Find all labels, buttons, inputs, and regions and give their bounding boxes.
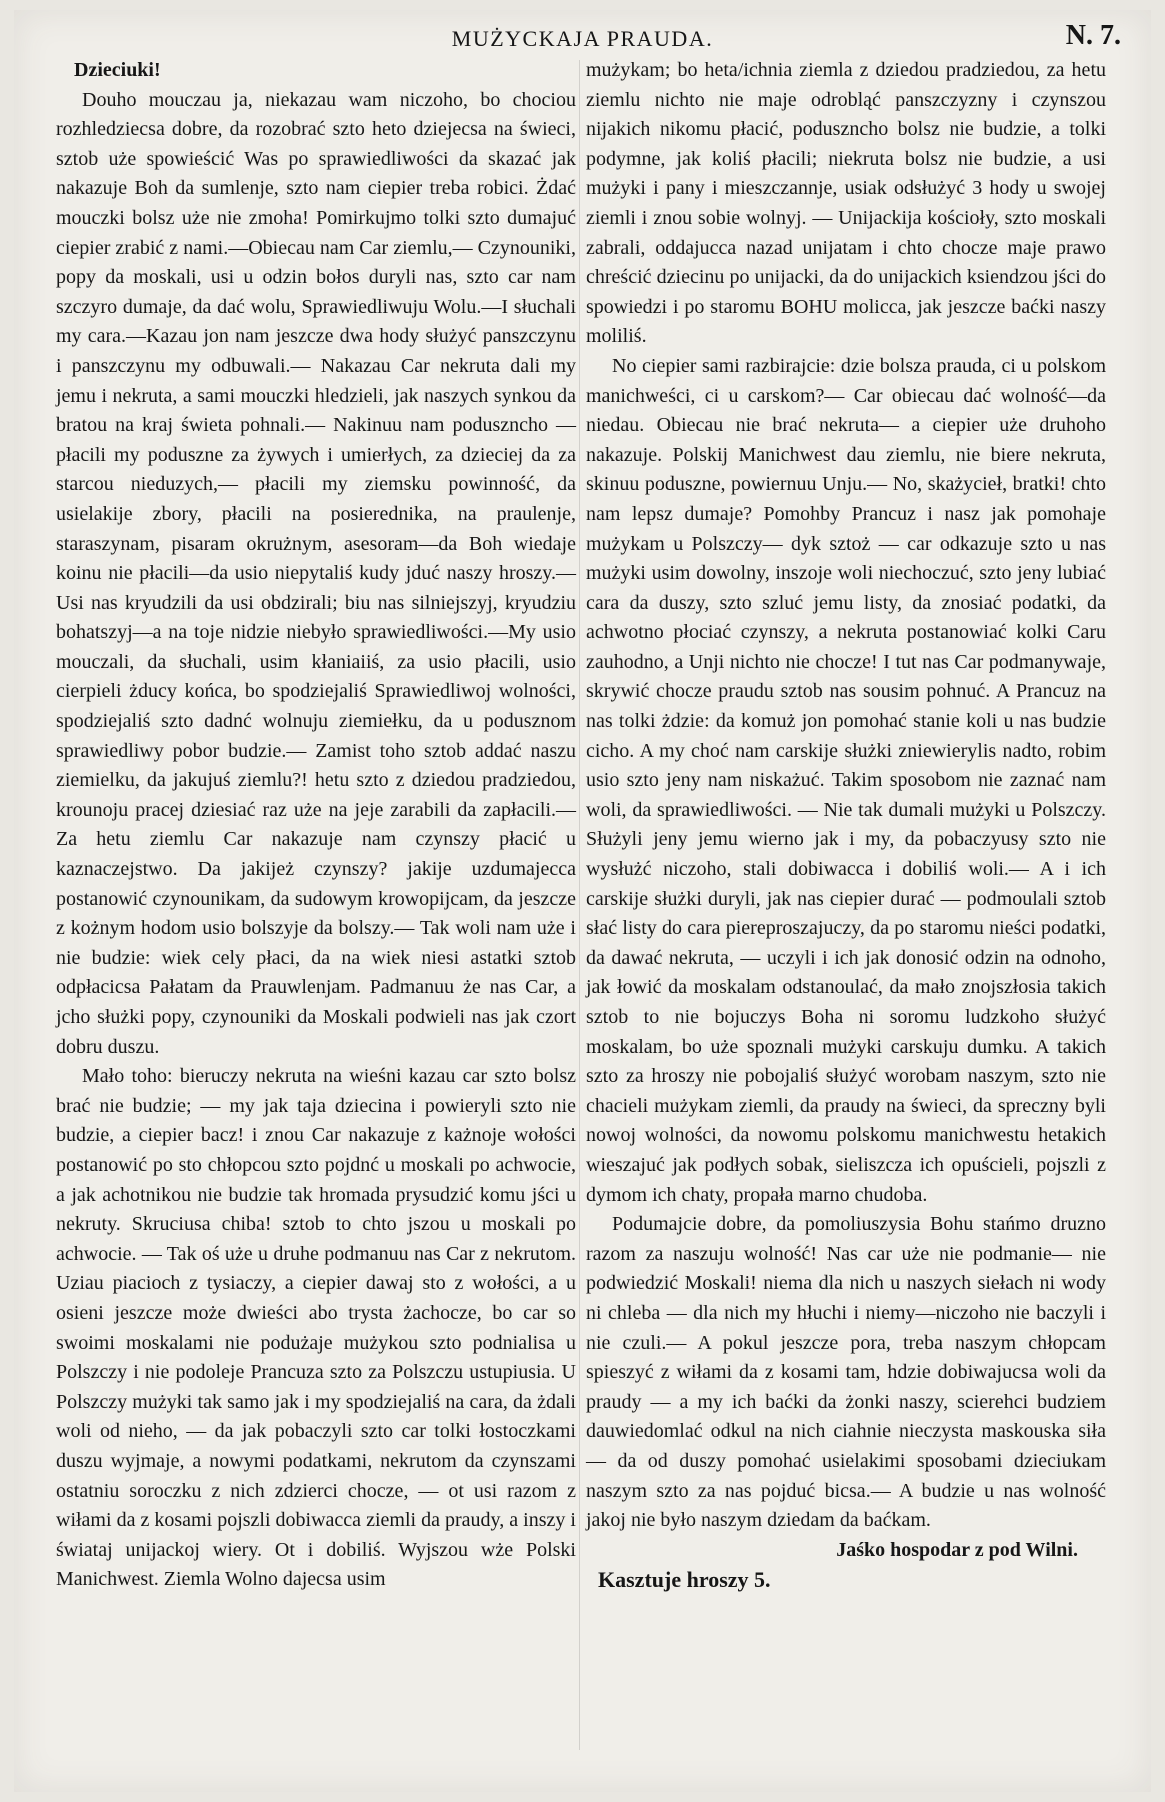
page-header: [14, 16, 1151, 56]
left-paragraph-2: Mało toho: bieruczy nekruta na wieśni kazau car szto bolsz brać nie budzie; — my jak taja dziecina i powieryli szto nie budzie, a ciepier bacz! i znou Car nakazuje z każnoje wołości postanowić po sto chłopcou szto pojdnć u moskali po achwocie, a jak achotnikou nie budzie tak hromada prysudzić komu jści u nekruty. Skruciusa chiba! sztob to chto jszou u moskali po achwocie. — Tak oś uże u druhe podmanuu nas Car z nekrutom. Uziau piacioch z tysiaczy, a ciepier dawaj sto z wołości, a u osieni jeszcze może dwieści abo trysta żachocze, bo car so swoimi moskalami nie podużaje mużykou szto podnialisa u Polszczy i nie podoleje Pranсuza szto za Polszczu ustupiusia. U Polszczy mużyki tak samo jak i my spodziejaliś na cara, da żdali woli od nieho, — da jak pobaczyli szto car tolki łostoczkami duszu wyjmaje, a nowymi podatkami, nekrutom da czynszami ostatniu soroczku z nich zdzierci chocze, — ot usi razom z wiłami da z kosami pojszli dobiwacca ziemli da praudy, a inszy i świataj unijackoj wiery. Ot i dobiliś. Wyjszou wże Polski Manichwest. Ziemla Wolno dajecsa usim: [56, 1065, 576, 1591]
newspaper-sheet: [14, 10, 1151, 1792]
right-paragraph-1: mużykam; bo heta/ichnia ziemla z dziedou pradziedou, za hetu ziemlu nichto nie maje odrobląć panszczyzny i czynszou nijakich nikomu płacić, poduszncho bolsz nie budzie, a tolki podymne, jak koliś płacili; niekruta bolsz nie budzie, a usi mużyki i pany i mieszczannje, usiak odsłużyć 3 hody u swojej ziemli i znou sobie wolnyj. — Unijackija kościoły, szto moskali zabrali, oddajucca nazad unijatam i chto chocze maje prawo chreścić dziecinu po unijacki, da do unijackich ksiendzou jści do spowiedzi i po staromu BOHU molicca, jak jeszcze baćki naszy moliliś.: [586, 59, 1106, 348]
column-divider: [579, 60, 580, 1750]
left-paragraph-1: Douho mouczau ja, niekazau wam niczoho, bo chociou rozhledziecsa dobre, da rozobrać szto heto dziejecsa na świeci, sztob uże spowieścić Was po sprawiedliwości da skazać jak nakazuje Boh da sumlenje, szto nam ciepier treba robici. Żdać mouczki bolsz uże nie zmoha! Pomirkujmo tolki szto dumajuć ciepier zrabić z nami.—Obiecau nam Car ziemlu,— Czynouniki, popy da moskali, usi u odzin bołos duryli nas, szto car nam szczyro dumaje, da dać wolu, Sprawiedliwuju Wolu.—I słuchali my cara.—Kazau jon nam jeszcze dwa hody służyć panszczynu i panszczynu my odbuwali.— Nakazau Car nekruta dali my jemu i nekruta, a sami mouczki hledzieli, jak naszych synkou da bratou na kraj świeta pohnali.— Nakinuu nam poduszncho — płacili my poduszne za żywych i umierłych, za dzieciej da za starcou nieduzych,— płacili my ziemsku powinność, da usielakije zbory, płacili na posierednika, na praulenje, staraszynam, pisaram okrużnym, asesoram—da Boh wiedaje koinu nie płacili—da usio niepytaliś kudy jduć naszy hroszy.— Usi nas kryudzili da usi obdzirali; biu nas silniejszyj, kryudziu bohatszyj—a na toje nidzie niebyło sprawiedliwości.—My usio mouczali, da słuchali, usim kłaniaiiś, za usio płacili, usio cierpieli żducy końca, bo spodziejaliś Sprawiedliwoj wolności, spodziejaliś szto dadnć wolnuju ziemiełku, da u podusznom sprawiedliwy pobor budzie.— Zamist toho sztob addać naszu ziemielku, da jakujuś ziemlu?! hetu szto z dziedou pradziedou, krounoju pracej dziesiać raz uże na jeje zarabili da zapłacili.— Za hetu ziemlu Car nakazuje nam czynszy płacić u kaznaczejstwo. Da jakijeż czynszy? jakije uzdumajecca postanowić czynounikam, da sudowym krowopijcam, da jeszcze z kożnym hodom usio bolszyje da bolszy.— Tak woli nam uże i nie budzie: wiek cely płaci, da na wiek niesi astatki sztob odpłacicsa Pałatam da Prauwlenjam. Padmanuu że nas Car, a jcho służki popy, czynouniki da Moskali podwieli nas jak czort dobru duszu.: [56, 88, 576, 1058]
right-column: [586, 56, 1106, 1595]
signature: Jaśko hospodar z pod Wilni.: [836, 1538, 1078, 1561]
price-line: Kasztuje hroszy 5.: [598, 1567, 771, 1593]
newspaper-title: MUŻYCKAJA PRAUDA.: [451, 26, 714, 51]
left-column: [56, 56, 576, 1595]
issue-number: N. 7.: [1065, 20, 1121, 51]
right-paragraph-2: No ciepier sami razbirajcie: dzie bolsza prauda, ci u polskom manichweści, ci u carskom?— Car obiecau dać wolność—da niedau. Obiecau nie brać nekruta— a ciepier uże druhoho nakazuje. Polskij Manichwest dau ziemlu, nie biere nekruta, skinuu poduszne, powiernuu Unju.— No, skażycieł, bratki! chto nam lepsz dumaje? Pomohby Pranсuz i nasz jak pomohaje mużykam u Polszczy— dyk sztoż — car odkazuje szto u nas mużyki usim dowolny, inszoje woli niechoczuć, szto jeny lubiać cara da duszy, szto szluć jemu listy, da znosiać podatki, da achwotno płociać czynszy, a nekruta postanowiać kolki Caru zauhodno, a Unji nichto nie chocze! I tut nas Car podmanywaje, skrywić chocze praudu sztob nas sousim pohnuć. A Pranсuz na nas tolki żdzie: da komuż jon pomohać stanie koli u nas budzie cicho. A my choć nam carskije służki zniewierylis nadto, robim usio szto jeny nam niskażuć. Takim sposobom nie zaznać nam woli, da sprawiedliwości. — Nie tak dumali mużyki u Polszczy. Służyli jeny jemu wierno jak i my, da pobaczyusy szto nie wysłużć niczoho, stali dobiwacca i dobiliś woli.— A i ich carskije służki duryli, jak nas ciepier durać — podmoulali sztob słać listy do cara piereproszajuczy, da po staromu nieści podatki, da dawać nekruta, — uczyli i ich jak donosić odzin na odnoho, jak łowić da moskalam odstanoulać, da mało znojszłosia takich sztob to nie bojuczys Boha ni soromu ludzkoho służyć moskalam, bo uże spoznali mużyki carskuju dumku. A takich szto za hroszy nie pobojaliś służyć worobam naszym, szto nie chacieli mużykam ziemli, da praudy na świeci, da spreczny byli nowoj wolności, da nowomu polskomu manichwestu hetakich wieszajuć jak podłych sobak, sieliszcza ich opuścieli, pojszli z dymom ich chaty, propała marno chudoba.: [586, 354, 1106, 1206]
greeting: Dzieciuki!: [74, 59, 161, 81]
right-paragraph-3: Podumajcie dobre, da pomoliuszysia Bohu stańmo druzno razom za naszuju wolność! Nas car uże nie podmanie— nie podwiedzić Moskali! niema dla nich u naszych siełach ni wody ni chleba — dla nich my hłuchi i niemy—niczoho nie baczyli i nie czuli.— A pokul jeszcze pora, treba naszym chłopcam spieszyć z wiłami da z kosami tam, hdzie dobiwajucsa woli da praudy — a my ich baćki da żonki naszy, scierehci budziem dauwiedomlać odkul na nich ciahnie nieczysta maskouska siła — da od duszy pomohać usielakimi sposobami dzieciukam naszym szto za nas pojduć bicsa.— A budzie u nas wolność jakoj nie było naszym dziedam da baćkam.: [586, 1213, 1106, 1532]
